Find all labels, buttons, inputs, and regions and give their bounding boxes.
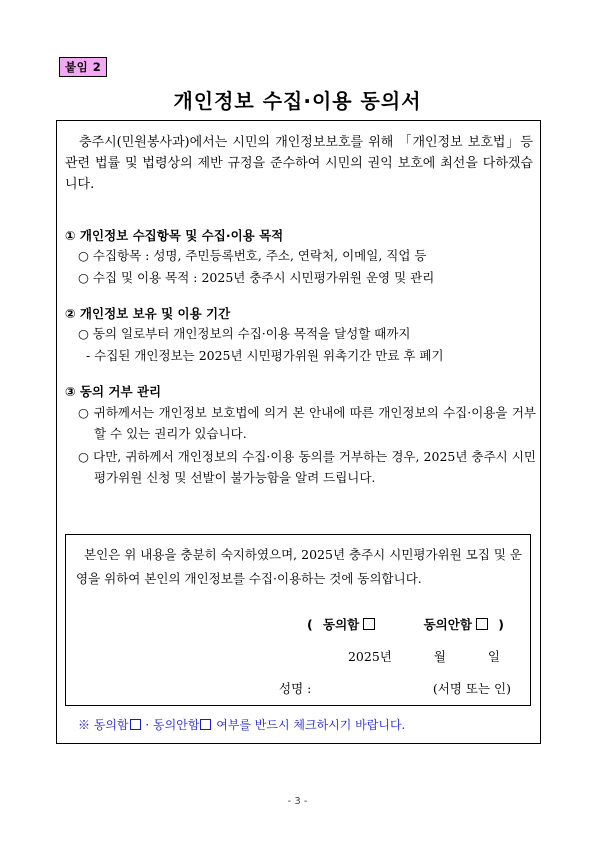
year-label: 2025년 [347,649,392,664]
section-3-item: ○ 다만, 귀하께서 개인정보의 수집·이용 동의를 거부하는 경우, 2025년 충주시 시민평가위원 신청 및 선발이 불가능함을 알려 드립니다. [78,449,536,485]
section-1-item: ○ 수집 및 이용 목적 : 2025년 충주시 시민평가위원 운영 및 관리 [78,270,435,285]
consent-box [65,534,531,706]
small-checkbox-icon [200,719,211,730]
disagree-label: 동의안함 [423,617,472,632]
section-2-heading: ② 개인정보 보유 및 이용 기간 [65,306,231,321]
day-label: 일 [487,649,500,664]
checkbox-notice [78,716,405,733]
section-2-item: ○ 동의 일로부터 개인정보의 수집·이용 목적을 달성할 때까지 [78,326,411,341]
section-2-subitem: - 수집된 개인정보는 2025년 시민평가위원 위촉기간 만료 후 폐기 [78,348,444,363]
disagree-checkbox[interactable] [476,618,488,630]
notice-middle: · 동의안함 [141,718,200,732]
agree-checkbox[interactable] [363,618,375,630]
name-label: 성명 : [279,681,312,696]
consent-text: 본인은 위 내용을 충분히 숙지하였으며, 2025년 충주시 시민평가위원 모집 및 운영을 위하여 본인의 개인정보를 수집·이용하는 것에 동의합니다. [76,547,522,586]
section-3-item: ○ 귀하께서는 개인정보 보호법에 의거 본 안내에 따른 개인정보의 수집·이용을 거부할 수 있는 권리가 있습니다. [78,405,536,441]
section-1-heading: ① 개인정보 수집항목 및 수집·이용 목적 [65,228,284,243]
section-1-item: ○ 수집항목 : 성명, 주민등록번호, 주소, 연락처, 이메일, 직업 등 [78,248,427,263]
signature-line[interactable] [279,679,511,697]
month-label: 월 [433,649,446,664]
small-checkbox-icon [130,719,141,730]
section-3-heading: ③ 동의 거부 관리 [65,384,162,399]
agreement-choices [307,615,504,633]
page-number: - 3 - [287,796,308,807]
document-title: 개인정보 수집·이용 동의서 [173,89,422,113]
notice-suffix: 여부를 반드시 체크하시기 바랍니다. [212,718,406,732]
intro-paragraph: 충주시(민원봉사과)에서는 시민의 개인정보보호를 위해 「개인정보 보호법」등 관련 법률 및 법령상의 제반 규정을 준수하여 시민의 권익 보호에 최선을 다하겠습니다. [65,135,533,192]
open-paren: ( [306,617,313,632]
signature-hint: (서명 또는 인) [432,681,511,696]
close-paren: ) [498,617,504,632]
attachment-tag: 붙임 2 [59,57,107,77]
date-line [348,647,500,665]
notice-prefix: ※ 동의함 [78,718,129,732]
agree-label: 동의함 [323,617,360,632]
